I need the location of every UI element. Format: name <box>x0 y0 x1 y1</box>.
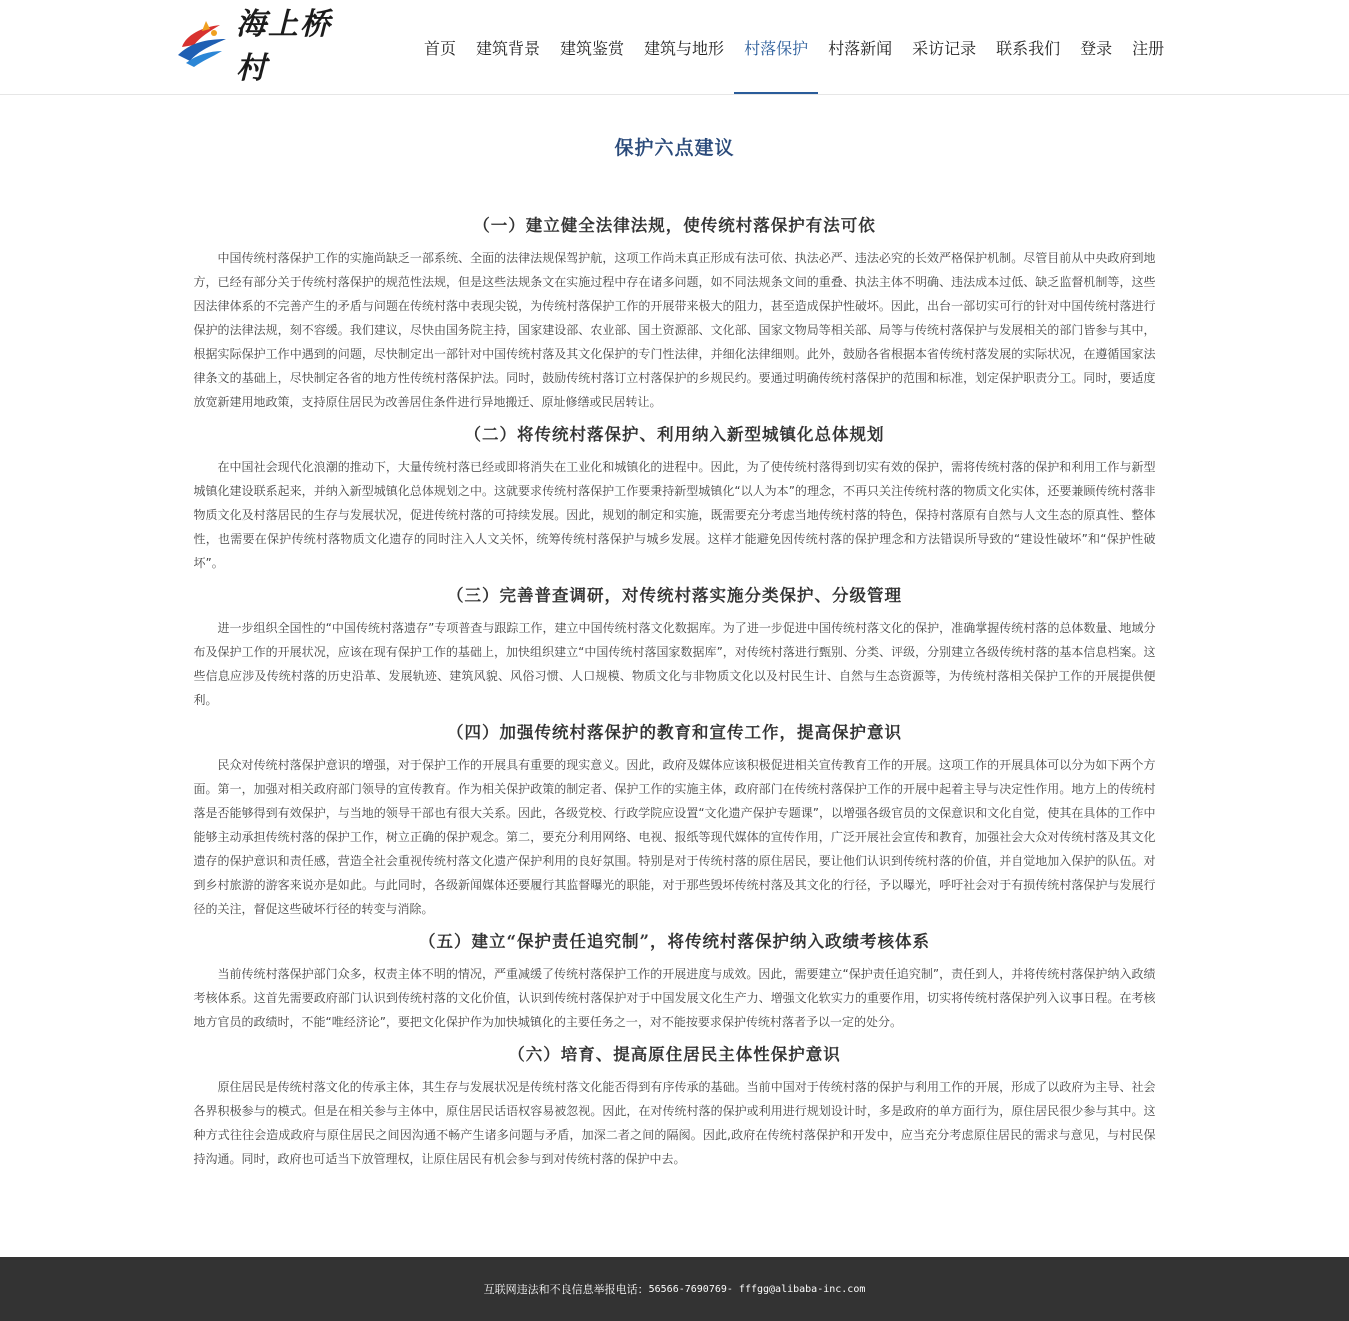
nav-item-architecture-background[interactable]: 建筑背景 <box>476 38 541 58</box>
main-nav <box>414 0 1174 94</box>
nav-item-contact[interactable]: 联系我们 <box>996 38 1061 58</box>
nav-item-village-news[interactable]: 村落新闻 <box>828 38 893 58</box>
site-footer <box>0 1257 1349 1321</box>
footer-contact: 56566-7690769- fffgg@alibaba-inc.com <box>648 1283 866 1295</box>
section-body: 当前传统村落保护部门众多，权责主体不明的情况，严重减缓了传统村落保护工作的开展进度与成效。因此，需要建立“保护责任追究制”，责任到人，并将传统村落保护纳入政绩考核体系。这首先需要政府部门认识到传统村落的文化价值，认识到传统村落保护对于中国发展文化生产力、增强文化软实力的重要作用，切实将传统村落保护列入议事日程。在考核地方官员的政绩时，不能“唯经济论”，要把文化保护作为加快城镇化的主要任务之一，对不能按要求保护传统村落者予以一定的处分。 <box>193 967 1156 1029</box>
section-body: 民众对传统村落保护意识的增强，对于保护工作的开展具有重要的现实意义。因此，政府及媒体应该积极促进相关宣传教育工作的开展。这项工作的开展具体可以分为如下两个方面。第一，加强对相关政府部门领导的宣传教育。作为相关保护政策的制定者、保护工作的实施主体，政府部门在传统村落保护工作的开展中起着主导与决定性作用。地方上的传统村落是否能够得到有效保护，与当地的领导干部也有很大关系。因此，各级党校、行政学院应设置“文化遗产保护专题课”，以增强各级官员的文保意识和文化自觉，使其在具体的工作中能够主动承担传统村落的保护工作，树立正确的保护观念。第二，要充分利用网络、电视、报纸等现代媒体的宣传作用，广泛开展社会宣传和教育，加强社会大众对传统村落及其文化遗存的保护意识和责任感，营造全社会重视传统村落文化遗产保护利用的良好氛围。特别是对于传统村落的原住居民，要让他们认识到传统村落的价值，并自觉地加入保护的队伍。对到乡村旅游的游客来说亦是如此。与此同时，各级新闻媒体还要履行其监督曝光的职能，对于那些毁坏传统村落及其文化的行径，予以曝光，呼吁社会对于有损传统村落保护与发展行径的关注，督促这些破坏行径的转变与消除。 <box>193 758 1156 916</box>
section-2 <box>194 421 1156 575</box>
section-1 <box>194 212 1156 414</box>
section-3 <box>194 582 1156 712</box>
nav-item-architecture-terrain[interactable]: 建筑与地形 <box>644 38 725 58</box>
article <box>194 95 1156 1171</box>
footer-report-label: 互联网违法和不良信息举报电话： <box>483 1283 649 1296</box>
nav-item-home[interactable]: 首页 <box>424 38 457 58</box>
section-body: 在中国社会现代化浪潮的推动下，大量传统村落已经或即将消失在工业化和城镇化的进程中。因此，为了使传统村落得到切实有效的保护，需将传统村落的保护和利用工作与新型城镇化建设联系起来，并纳入新型城镇化总体规划之中。这就要求传统村落保护工作要秉持新型城镇化“以人为本”的理念，不再只关注传统村落的物质文化实体，还要兼顾传统村落非物质文化及村落居民的生存与发展状况，促进传统村落的可持续发展。因此，规划的制定和实施，既需要充分考虑当地传统村落的特色，保持村落原有自然与人文生态的原真性、整体性，也需要在保护传统村落物质文化遗存的同时注入人文关怀，统筹传统村落保护与城乡发展。这样才能避免因传统村落的保护理念和方法错误所导致的“建设性破坏”和“保护性破坏”。 <box>193 460 1156 570</box>
section-title: （六）培育、提高原住居民主体性保护意识 <box>508 1045 841 1064</box>
site-logo-text: 海上桥村 <box>236 7 332 86</box>
section-title: （三）完善普查调研，对传统村落实施分类保护、分级管理 <box>447 586 902 605</box>
nav-item-login[interactable]: 登录 <box>1080 38 1113 58</box>
section-title: （四）加强传统村落保护的教育和宣传工作，提高保护意识 <box>447 723 902 742</box>
nav-item-architecture-appreciation[interactable]: 建筑鉴赏 <box>560 38 625 58</box>
section-6 <box>194 1041 1156 1171</box>
page-title: 保护六点建议 <box>614 137 735 159</box>
nav-item-register[interactable]: 注册 <box>1132 38 1165 58</box>
nav-item-village-protection[interactable]: 村落保护 <box>734 0 818 94</box>
village-logo-icon <box>176 17 230 69</box>
section-body: 中国传统村落保护工作的实施尚缺乏一部系统、全面的法律法规保驾护航，这项工作尚未真正形成有法可依、执法必严、违法必究的长效严格保护机制。尽管目前从中央政府到地方，已经有部分关于传统村落保护的规范性法规，但是这些法规条文在实施过程中存在诸多问题，如不同法规条文间的重叠、执法主体不明确、违法成本过低、缺乏监督机制等，这些因法律体系的不完善产生的矛盾与问题在传统村落中表现尖锐，为传统村落保护工作的开展带来极大的阻力，甚至造成保护性破坏。因此，出台一部切实可行的针对中国传统村落进行保护的法律法规，刻不容缓。我们建议，尽快由国务院主持，国家建设部、农业部、国土资源部、文化部、国家文物局等相关部、局等与传统村落保护与发展相关的部门皆参与其中，根据实际保护工作中遇到的问题，尽快制定出一部针对中国传统村落及其文化保护的专门性法律，并细化法律细则。此外，鼓励各省根据本省传统村落发展的实际状况，在遵循国家法律条文的基础上，尽快制定各省的地方性传统村落保护法。同时，鼓励传统村落订立村落保护的乡规民约。要通过明确传统村落保护的范围和标准，划定保护职责分工。同时，要适度放宽新建用地政策，支持原住居民为改善居住条件进行异地搬迁、原址修缮或民居转让。 <box>193 251 1156 409</box>
section-title: （一）建立健全法律法规，使传统村落保护有法可依 <box>473 216 876 235</box>
section-title: （二）将传统村落保护、利用纳入新型城镇化总体规划 <box>464 425 885 444</box>
nav-item-interviews[interactable]: 采访记录 <box>912 38 977 58</box>
section-body: 原住居民是传统村落文化的传承主体，其生存与发展状况是传统村落文化能否得到有序传承的基础。当前中国对于传统村落的保护与利用工作的开展，形成了以政府为主导、社会各界积极参与的模式。但是在相关参与主体中，原住居民话语权容易被忽视。因此，在对传统村落的保护或利用进行规划设计时，多是政府的单方面行为，原住居民很少参与其中。这种方式往往会造成政府与原住居民之间因沟通不畅产生诸多问题与矛盾，加深二者之间的隔阂。因此,政府在传统村落保护和开发中，应当充分考虑原住居民的需求与意见，与村民保持沟通。同时，政府也可适当下放管理权，让原住居民有机会参与到对传统村落的保护中去。 <box>193 1080 1156 1166</box>
site-header <box>0 0 1349 95</box>
section-4 <box>194 719 1156 921</box>
section-body: 进一步组织全国性的“中国传统村落遗存”专项普查与跟踪工作，建立中国传统村落文化数据库。为了进一步促进中国传统村落文化的保护，准确掌握传统村落的总体数量、地域分布及保护工作的开展状况，应该在现有保护工作的基础上，加快组织建立“中国传统村落国家数据库”，对传统村落进行甄别、分类、评级，分别建立各级传统村落的基本信息档案。这些信息应涉及传统村落的历史沿革、发展轨迹、建筑风貌、风俗习惯、人口规模、物质文化与非物质文化以及村民生计、自然与生态资源等，为传统村落相关保护工作的开展提供便利。 <box>193 621 1156 707</box>
section-5 <box>194 928 1156 1034</box>
site-logo[interactable] <box>176 7 361 86</box>
section-title: （五）建立“保护责任追究制”，将传统村落保护纳入政绩考核体系 <box>419 932 930 951</box>
